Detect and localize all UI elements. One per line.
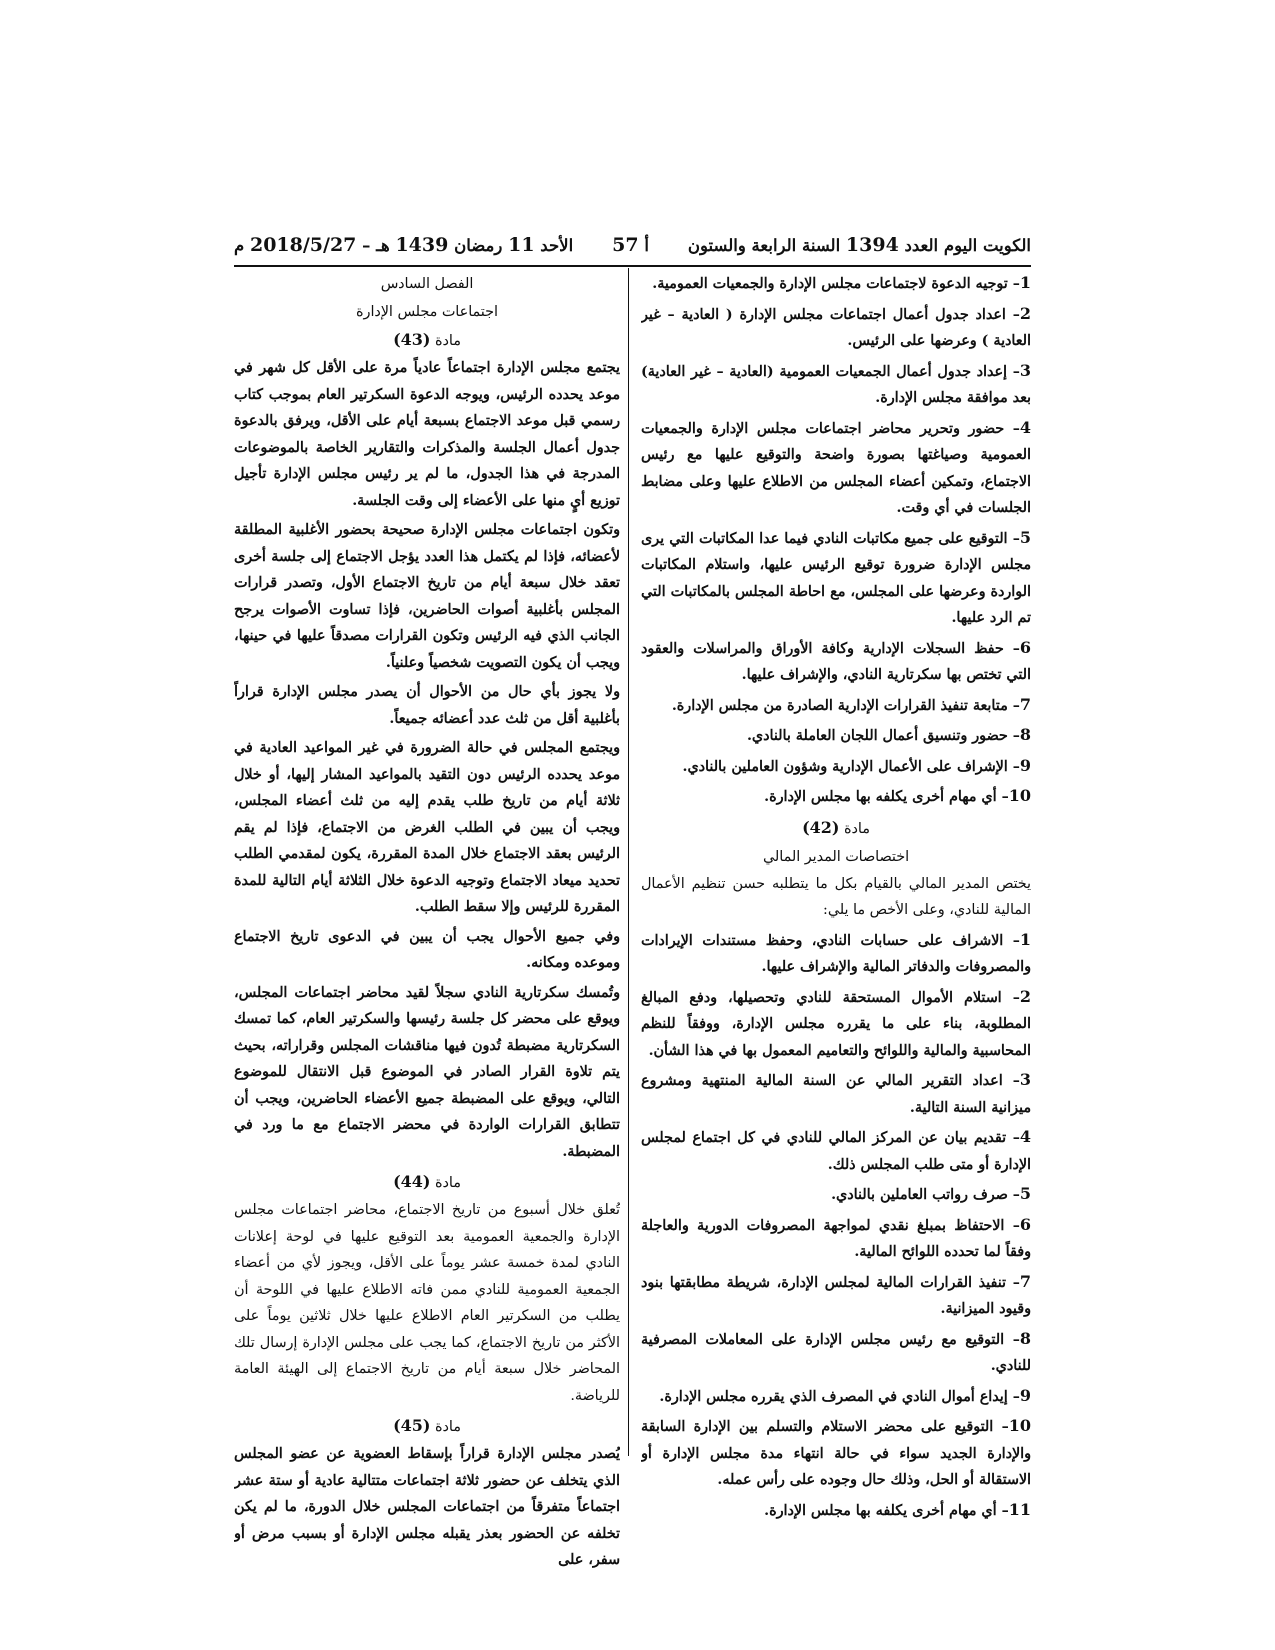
item-number: 11 [1008, 1499, 1031, 1519]
item-number: 9 [1019, 755, 1031, 775]
article-42-title: اختصاصات المدير المالي [762, 848, 910, 865]
header-date: الأحد 11 رمضان 1439 هـ – 2018/5/27 م [234, 234, 574, 256]
list-item [641, 1067, 1031, 1121]
item-text: – التوقيع على جميع مكاتبات النادي فيما عدا المكاتبات التي يرى مجلس الإدارة ضرورة توقيع الرئيس عليها، واستلام المكاتبات الواردة وعرضها على المجلس، مع احاطة المجلس بالمكاتبات التي تم الرد عليها. [641, 530, 1031, 626]
list-item [641, 635, 1031, 689]
item-text: – صرف رواتب العاملين بالنادي. [831, 1187, 1020, 1203]
article-43-heading: مادة (43) [393, 330, 461, 349]
article-43-paragraph: يجتمع مجلس الإدارة اجتماعاً عادياً مرة على الأقل كل شهر في موعد يحدده الرئيس، ويوجه الدعوة السكرتير العام بموجب كتاب رسمي قبل موعد الاجتماع بسبعة أيام على الأقل، ويرفق بالدعوة جدول أعمال الجلسة والمذكرات والتقارير الخاصة بالموضوعات المدرجة في هذا الجدول، ما لم ير رئيس مجلس الإدارة تأجيل توزيع أيٍ منها على الأعضاء إلى وقت الجلسة. [234, 360, 620, 509]
item-number: 8 [1019, 725, 1031, 744]
article-42-intro: يختص المدير المالي بالقيام بكل ما يتطلبه حسن تنظيم الأعمال المالية للنادي، وعلى الأخص ما يلي: [641, 875, 1031, 918]
item-text: – اعداد جدول أعمال اجتماعات مجلس الإدارة ( العادية – غير العادية ) وعرضها على الرئيس. [641, 306, 1031, 349]
item-text: – التوقيع مع رئيس مجلس الإدارة على المعاملات المصرفية للنادي. [641, 1331, 1031, 1374]
finance-director-duties-list [641, 927, 1031, 1525]
right-column [641, 270, 1031, 1527]
item-text: – الاحتفاظ بمبلغ نقدي لمواجهة المصروفات الدورية والعاجلة وفقاً لما تحدده اللوائح المالية. [641, 1217, 1031, 1260]
item-number: 10 [1008, 786, 1031, 805]
item-text: – توجيه الدعوة لاجتماعات مجلس الإدارة والجمعيات العمومية. [652, 276, 1020, 292]
list-item [641, 692, 1031, 720]
item-number: 4 [1019, 1127, 1031, 1146]
list-item [641, 1212, 1031, 1266]
header-publication: الكويت اليوم العدد 1394 السنة الرابعة والستون [687, 234, 1031, 256]
item-number: 6 [1019, 637, 1031, 657]
item-text: – أي مهام أخرى يكلفه بها مجلس الإدارة. [764, 1502, 1009, 1519]
list-item [641, 525, 1031, 632]
list-item [641, 1497, 1031, 1525]
header-rule [234, 265, 1031, 267]
secretary-duties-list [641, 270, 1031, 811]
item-number: 5 [1019, 527, 1031, 547]
item-number: 2 [1019, 303, 1031, 323]
item-text: – متابعة تنفيذ القرارات الإدارية الصادرة من مجلس الإدارة. [671, 697, 1020, 714]
article-43-paragraph: وتكون اجتماعات مجلس الإدارة صحيحة بحضور الأغلبية المطلقة لأعضائه، فإذا لم يكتمل هذا العدد يؤجل الاجتماع إلى جلسة أخرى تعقد خلال سبعة أيام من تاريخ الاجتماع الأول، وتصدر قرارات المجلس بأغلبية أصوات الحاضرين، فإذا تساوت الأصوات يرجح الجانب الذي فيه الرئيس وتكون القرارات مصدقاً عليها في حينها، ويجب أن يكون التصويت شخصياً وعلنياً. [234, 522, 620, 671]
list-item [641, 1124, 1031, 1178]
list-item [641, 270, 1031, 298]
list-item [641, 415, 1031, 522]
list-item [641, 927, 1031, 981]
list-item [641, 783, 1031, 811]
header-page-number: أ 57 [612, 234, 649, 256]
item-text: – اعداد التقرير المالي عن السنة المالية المنتهية ومشروع ميزانية السنة التالية. [641, 1073, 1031, 1116]
list-item [641, 1383, 1031, 1411]
article-43-paragraph: وتُمسك سكرتارية النادي سجلاً لقيد محاضر اجتماعات المجلس، ويوقع على محضر كل جلسة رئيسها والسكرتير العام، كما تمسك السكرتارية مضبطة تُدون فيها مناقشات المجلس وقراراته، بحيث يتم تلاوة القرار الصادر في الموضوع قبل الانتقال للموضوع التالي، ويوقع على المضبطة جميع الأعضاء الحاضرين، ويجب أن تتطابق القرارات الواردة في محضر الاجتماع مع ما ورد في المضبطة. [234, 984, 620, 1160]
item-number: 5 [1019, 1184, 1031, 1203]
page-header [234, 228, 1031, 262]
item-number: 1 [1019, 929, 1031, 949]
item-number: 3 [1019, 1070, 1031, 1089]
article-45-heading: مادة (45) [393, 1416, 461, 1435]
list-item [641, 753, 1031, 781]
article-43-paragraph: ويجتمع المجلس في حالة الضرورة في غير المواعيد العادية في موعد يحدده الرئيس دون التقيد بالمواعيد المشار إليها، أو خلال ثلاثة أيام من تاريخ طلب يقدم إليه من ثلث أعضاء المجلس، ويجب أن يبين في الطلب الغرض من الاجتماع، فإذا لم يقم الرئيس بعقد الاجتماع خلال المدة المقررة، يكون لمقدمي الطلب تحديد ميعاد الاجتماع وتوجيه الدعوة خلال الثلاثة أيام التالية للمدة المقررة للرئيس وإلا سقط الطلب. [234, 740, 620, 915]
article-44-heading: مادة (44) [393, 1172, 461, 1191]
item-number: 4 [1019, 417, 1031, 437]
item-text: – التوقيع على محضر الاستلام والتسلم بين الإدارة السابقة والإدارة الجديد سواء في حالة انتهاء مدة مجلس الإدارة أو الاستقالة أو الحل، وذلك حال وجوده على رأس عمله. [641, 1419, 1031, 1488]
list-item [641, 1181, 1031, 1209]
item-number: 3 [1019, 360, 1031, 380]
item-number: 1 [1019, 273, 1031, 292]
chapter-title: الفصل السادس [380, 276, 474, 292]
chapter-subtitle: اجتماعات مجلس الإدارة [356, 304, 498, 320]
list-item [641, 1269, 1031, 1323]
list-item [641, 984, 1031, 1065]
column-divider [628, 268, 629, 1456]
item-text: – أي مهام أخرى يكلفه بها مجلس الإدارة. [764, 789, 1009, 805]
item-number: 7 [1019, 1271, 1031, 1291]
item-text: – إعداد جدول أعمال الجمعيات العمومية (العادية – غير العادية) بعد موافقة مجلس الإدارة. [641, 363, 1031, 406]
item-text: – الاشراف على حسابات النادي، وحفظ مستندات الإيرادات والمصروفات والدفاتر المالية والإشراف عليها. [641, 932, 1031, 975]
list-item [641, 301, 1031, 355]
article-42-heading: مادة (42) [802, 817, 870, 837]
article-45-body: يُصدر مجلس الإدارة قراراً بإسقاط العضوية عن عضو المجلس الذي يتخلف عن حضور ثلاثة اجتماعات متتالية عادية أو ستة عشر اجتماعاً متفرقاً من اجتماعات المجلس خلال الدورة، ما لم يكن تخلفه عن الحضور بعذر يقبله مجلس الإدارة أو بسبب مرض أو سفر، على [234, 1446, 620, 1568]
article-43-paragraph: وفي جميع الأحوال يجب أن يبين في الدعوى تاريخ الاجتماع وموعده ومكانه. [234, 928, 620, 971]
list-item [641, 358, 1031, 412]
list-item [641, 1413, 1031, 1494]
article-44-body: تُعلق خلال أسبوع من تاريخ الاجتماع، محاضر اجتماعات مجلس الإدارة والجمعية العمومية بعد التوقيع عليها في لوحة إعلانات النادي لمدة خمسة عشر يوماً على الأقل، ويجوز لأي من أعضاء الجمعية العمومية للنادي ممن فاته الاطلاع عليها في اللوحة أن يطلب من السكرتير العام الاطلاع عليها خلال ثلاثين يوماً على الأكثر من تاريخ الاجتماع، كما يجب على مجلس الإدارة إرسال تلك المحاضر خلال سبعة أيام من تاريخ الاجتماع إلى الهيئة العامة للرياضة. [234, 1202, 620, 1404]
item-text: – حفظ السجلات الإدارية وكافة الأوراق والمراسلات والعقود التي تختص بها سكرتارية النادي، والإشراف عليها. [641, 640, 1031, 683]
item-number: 8 [1019, 1328, 1031, 1348]
item-text: – الإشراف على الأعمال الإدارية وشؤون العاملين بالنادي. [682, 758, 1020, 775]
article-43-body [234, 355, 620, 1165]
list-item [641, 1326, 1031, 1380]
item-text: – إيداع أموال النادي في المصرف الذي يقرره مجلس الإدارة. [659, 1388, 1020, 1405]
item-number: 6 [1019, 1214, 1031, 1234]
item-text: – تنفيذ القرارات المالية لمجلس الإدارة، شريطة مطابقتها بنود وقيود الميزانية. [641, 1274, 1031, 1317]
left-column [234, 270, 620, 1577]
item-number: 9 [1019, 1385, 1031, 1405]
item-number: 7 [1019, 694, 1031, 714]
article-43-paragraph: ولا يجوز بأي حال من الأحوال أن يصدر مجلس الإدارة قراراً بأغلبية أقل من ثلث عدد أعضائه جميعاً. [234, 684, 620, 727]
list-item [641, 722, 1031, 750]
item-text: – تقديم بيان عن المركز المالي للنادي في كل اجتماع لمجلس الإدارة أو متى طلب المجلس ذلك. [641, 1130, 1031, 1173]
item-text: – استلام الأموال المستحقة للنادي وتحصيلها، ودفع المبالغ المطلوبة، بناء على ما يقرره مجلس الإدارة، ووفقاً للنظم المحاسبية والمالية واللوائح والتعاميم المعمول بها في هذا الشأن. [641, 989, 1031, 1059]
item-text: – حضور وتحرير محاضر اجتماعات مجلس الإدارة والجمعيات العمومية وصياغتها بصورة واضحة والتوقيع عليها مع رئيس الاجتماع، وتمكين أعضاء المجلس من الاطلاع عليها وعلى مضابط الجلسات في أي وقت. [641, 420, 1031, 516]
item-number: 10 [1008, 1416, 1031, 1435]
item-text: – حضور وتنسيق أعمال اللجان العاملة بالنادي. [746, 728, 1020, 744]
item-number: 2 [1019, 986, 1031, 1006]
